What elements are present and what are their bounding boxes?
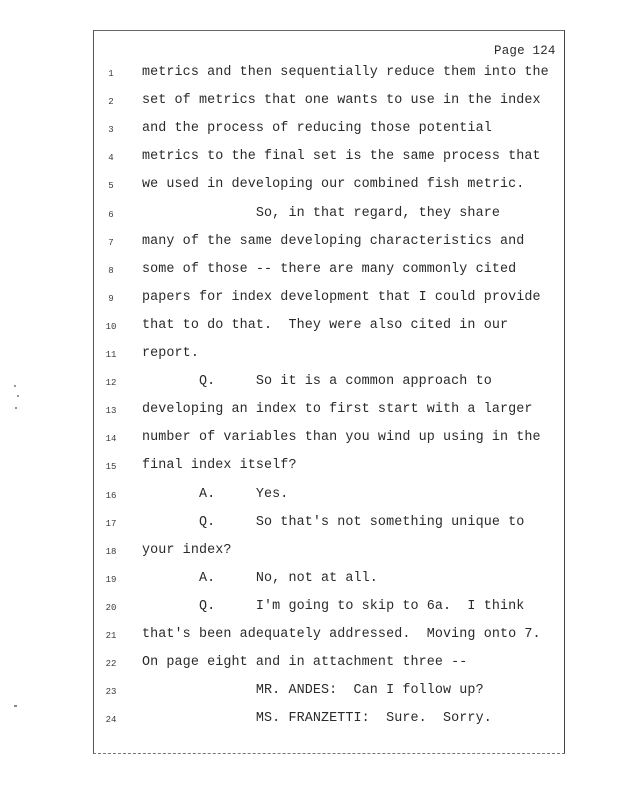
line-text: and the process of reducing those potential <box>142 121 492 137</box>
line-number: 16 <box>105 490 117 501</box>
line-text: we used in developing our combined fish metric. <box>142 177 525 193</box>
line-number: 4 <box>108 153 114 164</box>
line-text: MS. FRANZETTI: Sure. Sorry. <box>142 711 492 727</box>
line-number: 24 <box>105 715 117 726</box>
line-text: your index? <box>142 542 232 558</box>
line-text: A. Yes. <box>142 486 289 502</box>
line-number: 17 <box>105 518 117 529</box>
line-text: On page eight and in attachment three -- <box>142 655 468 671</box>
line-number: 12 <box>105 378 117 389</box>
line-number: 23 <box>105 687 117 698</box>
transcript-line <box>0 318 618 338</box>
transcript-line <box>0 683 618 703</box>
line-text: that's been adequately addressed. Moving onto 7. <box>142 627 541 642</box>
line-number: 2 <box>108 97 114 108</box>
line-number: 10 <box>105 321 117 332</box>
line-number: 19 <box>105 574 117 585</box>
line-text: many of the same developing characteristics and <box>142 233 525 249</box>
transcript-line <box>0 206 618 226</box>
transcript-line <box>0 430 618 450</box>
line-number: 6 <box>108 209 114 220</box>
line-text: A. No, not at all. <box>142 570 378 586</box>
transcript-line <box>0 290 618 310</box>
line-number: 21 <box>105 631 117 641</box>
transcript-line <box>0 149 618 169</box>
line-number: 1 <box>108 69 114 79</box>
line-text: Q. So it is a common approach to <box>142 374 492 390</box>
line-text: set of metrics that one wants to use in the index <box>142 93 541 109</box>
line-text: metrics to the final set is the same process that <box>142 149 541 165</box>
line-text: final index itself? <box>142 458 297 474</box>
line-number: 8 <box>108 265 114 276</box>
line-number: 7 <box>108 237 114 248</box>
transcript-line <box>0 402 618 422</box>
line-number: 3 <box>108 125 114 136</box>
transcript-line <box>0 346 618 366</box>
line-number: 18 <box>105 546 117 557</box>
transcript-line <box>0 515 618 535</box>
transcript-line <box>0 65 618 85</box>
transcript-line <box>0 93 618 113</box>
line-number: 13 <box>105 406 117 417</box>
line-text: developing an index to first start with a larger <box>142 402 533 418</box>
line-number: 14 <box>105 434 117 445</box>
line-number: 11 <box>105 350 117 360</box>
transcript-line <box>0 121 618 141</box>
line-number: 15 <box>105 462 117 473</box>
line-text: Q. So that's not something unique to <box>142 514 525 530</box>
line-number: 20 <box>105 602 117 613</box>
line-text: that to do that. They were also cited in our <box>142 317 509 333</box>
transcript-line <box>0 627 618 647</box>
line-number: 22 <box>105 659 117 670</box>
transcript-line <box>0 262 618 282</box>
transcript-line <box>0 177 618 197</box>
page-number: Page 124 <box>494 44 556 58</box>
transcript-line <box>0 599 618 619</box>
line-text: metrics and then sequentially reduce them into the <box>142 65 549 80</box>
line-text: So, in that regard, they share <box>142 205 500 221</box>
scan-speckle-lower <box>14 705 17 707</box>
line-text: number of variables than you wind up using in the <box>142 430 541 446</box>
line-text: some of those -- there are many commonly cited <box>142 261 517 277</box>
transcript-line <box>0 655 618 675</box>
transcript-line <box>0 543 618 563</box>
transcript-line <box>0 487 618 507</box>
transcript-line <box>0 571 618 591</box>
transcript-line <box>0 374 618 394</box>
line-number: 9 <box>108 293 114 304</box>
transcript-line <box>0 458 618 478</box>
line-text: Q. I'm going to skip to 6a. I think <box>142 598 525 614</box>
line-number: 5 <box>108 181 114 192</box>
line-text: MR. ANDES: Can I follow up? <box>142 683 484 699</box>
transcript-line <box>0 711 618 731</box>
transcript-line <box>0 234 618 254</box>
line-text: papers for index development that I could provide <box>142 289 541 305</box>
line-text: report. <box>142 346 199 361</box>
